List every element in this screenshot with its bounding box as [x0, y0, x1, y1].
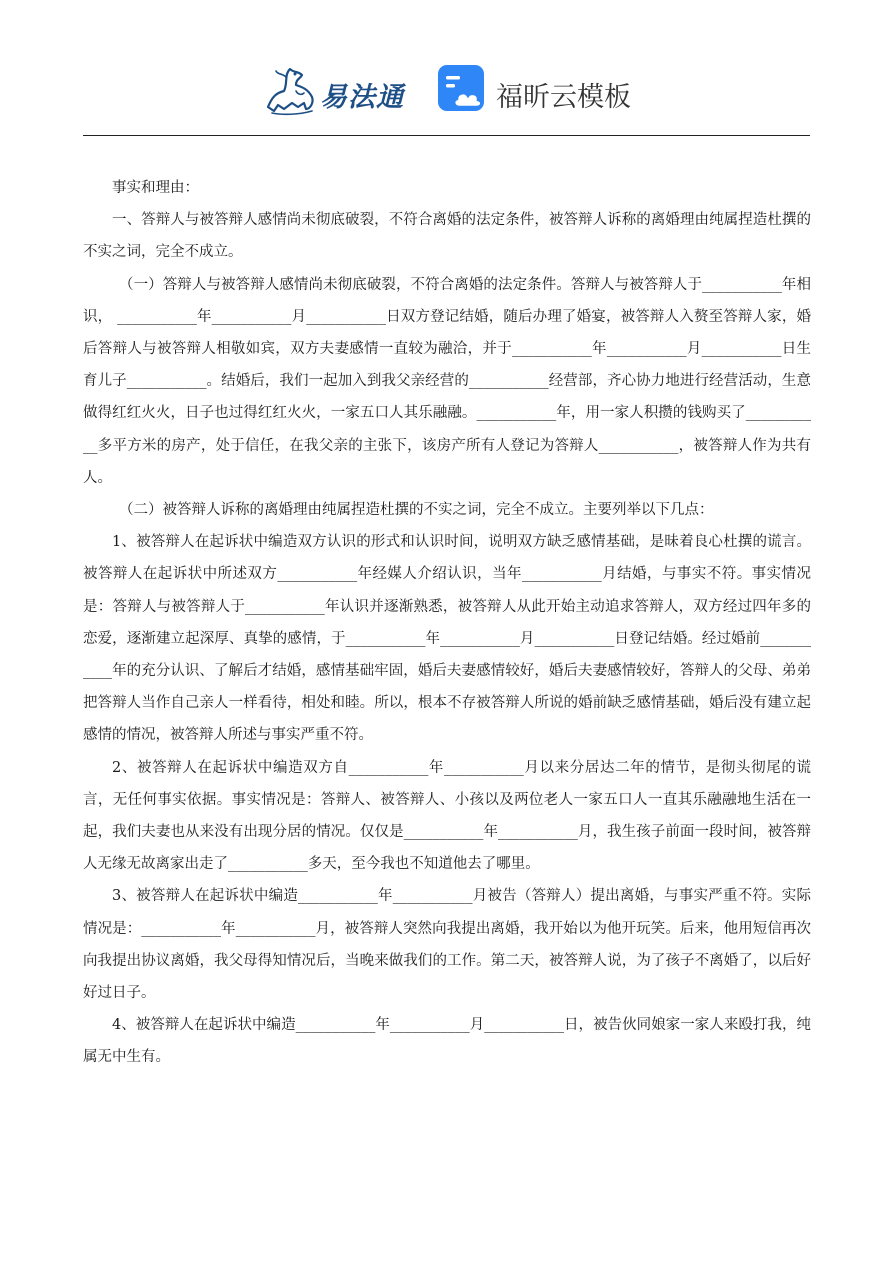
paragraph-item-2: 2、被答辩人在起诉状中编造双方自___________年___________月以来分居达二年的情节，是彻头彻尾的谎言，无任何事实依据。事实情况是：答辩人、被答辩人、小孩以及两位老人一家五口人一直其乐融融地生活在一起，我们夫妻也从来没有出现分居的情况。仅仅是___________年___________月，我生孩子前面一段时间，被答辩人无缘无故离家出走了___________多天，至今我也不知道他去了哪里。: [83, 759, 811, 873]
qilin-emblem-icon: [262, 63, 320, 119]
header-divider: [83, 135, 810, 136]
section-heading: 事实和理由：: [112, 180, 199, 196]
logo-right-text: 福昕云模板: [496, 82, 631, 113]
paragraph-subpoint-one: （一）答辩人与被答辩人感情尚未彻底破裂，不符合离婚的法定条件。答辩人与被答辩人于___________年相识， ___________年___________月___________日双方登记结婚，随后办理了婚宴，被答辩人入赘至答辩人家，婚后答辩人与被答辩人相敬如宾，双方夫妻感情一直较为融洽，并于___________年___________月___________日生育儿子___________。结婚后，我们一起加入到我父亲经营的___________经营部，齐心协力地进行经营活动，生意做得红红火火，日子也过得红红火火，一家五口人其乐融融。___________年，用一家人积攒的钱购买了___________多平方米的房产，处于信任，在我父亲的主张下，该房产所有人登记为答辩人___________，被答辩人作为共有人。: [83, 276, 811, 486]
yifatong-logo: [262, 63, 412, 119]
fuxin-template-logo: [436, 63, 636, 119]
logo-left-text: 易法通: [320, 82, 404, 113]
paragraph-item-4: 4、被答辩人在起诉状中编造___________年___________月___________日，被告伙同娘家一家人来殴打我，纯属无中生有。: [83, 1017, 811, 1066]
document-body: [83, 172, 811, 1074]
cloud-document-icon: [436, 63, 488, 115]
paragraph-item-3: 3、被答辩人在起诉状中编造___________年___________月被告（答辩人）提出离婚，与事实严重不符。实际情况是：___________年___________月，被答辩人突然向我提出离婚，我开始以为他开玩笑。后来，他用短信再次向我提出协议离婚，我父母得知情况后，当晚来做我们的工作。第二天，被答辩人说，为了孩子不离婚了，以后好好过日子。: [83, 888, 811, 1002]
paragraph-subpoint-two: （二）被答辩人诉称的离婚理由纯属捏造杜撰的不实之词，完全不成立。主要列举以下几点：: [119, 502, 714, 519]
paragraph-item-1: 1、被答辩人在起诉状中编造双方认识的形式和认识时间，说明双方缺乏感情基础，是昧着良心杜撰的谎言。被答辩人在起诉状中所述双方___________年经媒人介绍认识，当年___________月结婚，与事实不符。事实情况是：答辩人与被答辩人于___________年认识并逐渐熟悉，被答辩人从此开始主动追求答辩人，双方经过四年多的恋爱，逐渐建立起深厚、真挚的感情，于___________年___________月___________日登记结婚。经过婚前___________年的充分认识、了解后才结婚，感情基础牢固，婚后夫妻感情较好，婚后夫妻感情较好，答辩人的父母、弟弟把答辩人当作自己亲人一样看待，相处和睦。所以，根本不存被答辩人所说的婚前缺乏感情基础，婚后没有建立起感情的情况，被答辩人所述与事实严重不符。: [83, 534, 811, 744]
paragraph-point-one: 一、答辩人与被答辩人感情尚未彻底破裂，不符合离婚的法定条件，被答辩人诉称的离婚理由纯属捏造杜撰的不实之词，完全不成立。: [83, 212, 811, 261]
page-header: [0, 55, 893, 125]
